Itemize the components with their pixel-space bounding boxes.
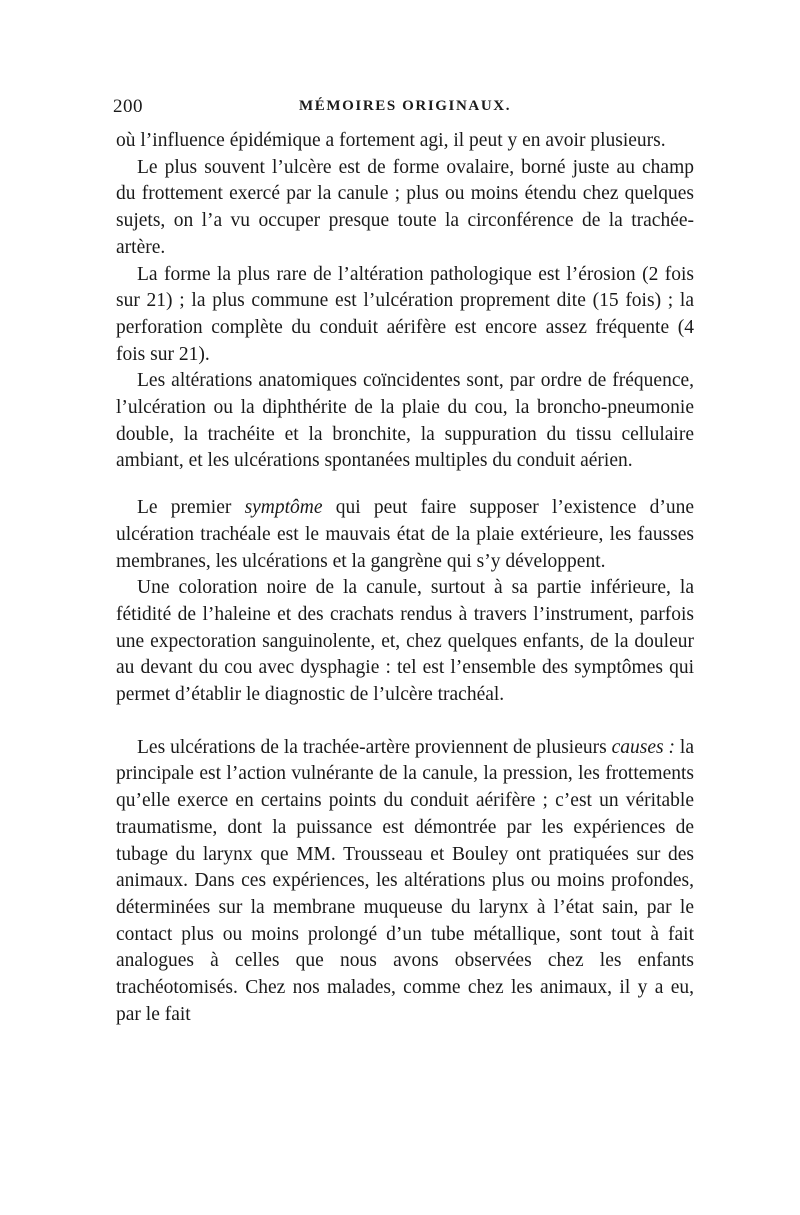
paragraph-ulcer-shape: Le plus souvent l’ulcère est de forme ovalaire, borné juste au champ du frottement exercé par la canule ; plus ou moins étendu chez quelques sujets, on l’a vu occuper presque toute la circonférence de la trachée-artère.	[116, 156, 694, 258]
paragraph-diagnosis: Une coloration noire de la canule, surtout à sa partie inférieure, la fétidité de l’haleine et des crachats rendus à travers l’instrument, parfois une expectoration sanguinolente, et, chez quelques enfants, de la douleur au devant du cou avec dysphagie : tel est l’ensemble des symptômes qui permet d’établir le diagnostic de l’ulcère trachéal.	[116, 577, 694, 706]
paragraph-lesion-forms: La forme la plus rare de l’altération pathologique est l’érosion (2 fois sur 21) ; la plus commune est l’ulcération proprement dite (15 fois) ; la perforation complète du conduit aérifère est encore assez fréquente (4 fois sur 21).	[116, 263, 694, 365]
italic-term: causes :	[611, 736, 676, 758]
paragraph-causes	[116, 735, 694, 1029]
italic-term: symptôme	[244, 497, 323, 519]
paragraph-first-symptom	[116, 495, 694, 575]
page-header	[113, 96, 693, 122]
body-text	[116, 128, 694, 1029]
text-run: Les ulcérations de la trachée-artère proviennent de plusieurs	[137, 736, 612, 758]
paragraph-coincident-alterations: Les altérations anatomiques coïncidentes sont, par ordre de fréquence, l’ulcération ou la diphthérite de la plaie du cou, la broncho-pneumonie double, la trachéite et la bronchite, la suppuration du tissu cellulaire ambiant, et les ulcérations spontanées multiples du conduit aérien.	[116, 370, 694, 472]
text-run: qui peut faire supposer l’existence d’une ulcération trachéale est le mauvais état de la plaie extérieure, les fausses membranes, les ulcérations et la gangrène qui s’y développent.	[116, 497, 694, 572]
running-title: MÉMOIRES ORIGINAUX.	[299, 98, 512, 114]
paragraph-continued: où l’influence épidémique a fortement agi, il peut y en avoir plusieurs.	[116, 130, 666, 151]
text-run: Le premier	[137, 497, 245, 519]
page-number: 200	[113, 96, 143, 117]
text-run: la principale est l’action vulnérante de la canule, la pression, les frottements qu’elle exerce en certains points du conduit aérifère ; c’est un véritable traumatisme, dont la puissance est démontrée par les expériences de tubage du larynx que MM. Trousseau et Bouley ont pratiquées sur des animaux. Dans ces expériences, les altérations plus ou moins profondes, déterminées sur la membrane muqueuse du larynx à l’état sain, par le contact plus ou moins prolongé d’un tube métallique, sont tout à fait analogues à celles que nous avons observées chez les enfants trachéotomisés. Chez nos malades, comme chez les animaux, il y a eu, par le fait	[116, 736, 695, 1025]
